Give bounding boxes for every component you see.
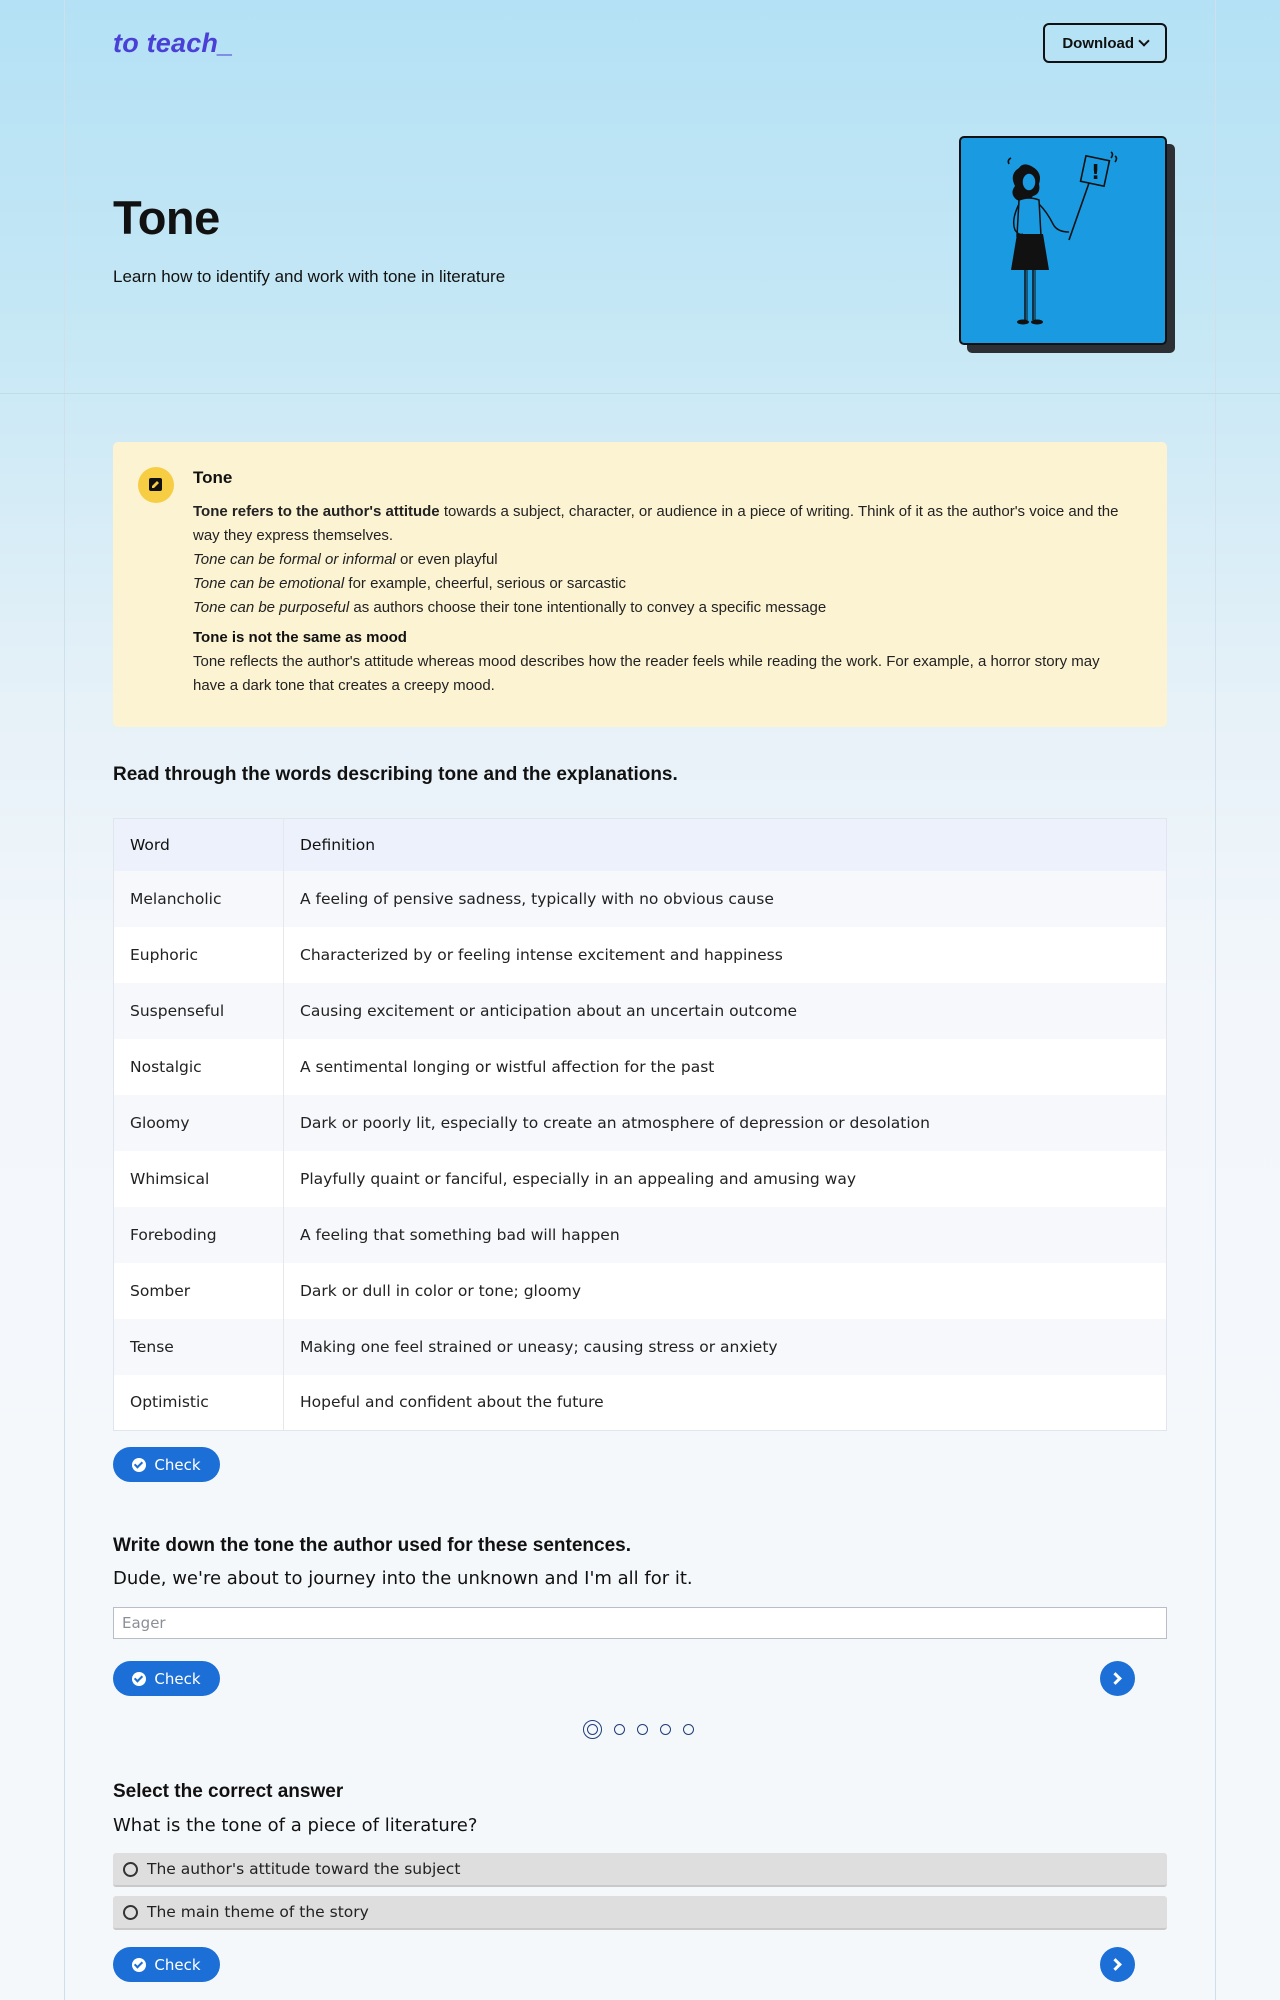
word-cell: Somber <box>114 1263 284 1319</box>
page-guide-right <box>1215 0 1216 2000</box>
tone-info-card <box>113 442 1167 727</box>
quiz-option-1[interactable] <box>113 1853 1167 1887</box>
table-row <box>114 983 1167 1039</box>
write-check-button[interactable] <box>113 1661 220 1696</box>
page-guide-left <box>64 0 65 2000</box>
table-row <box>114 1319 1167 1375</box>
check-circle-icon <box>132 1458 146 1472</box>
word-cell: Suspenseful <box>114 983 284 1039</box>
table-row <box>114 927 1167 983</box>
download-label: Download <box>1062 34 1134 52</box>
quiz-check-button[interactable] <box>113 1947 220 1982</box>
page-title: Tone <box>113 191 220 244</box>
definition-cell: Hopeful and confident about the future <box>284 1375 1167 1431</box>
info-point-text: for example, cheerful, serious or sarcastic <box>344 575 627 592</box>
info-intro-bold: Tone refers to the author's attitude <box>193 503 440 520</box>
note-edit-icon <box>138 467 174 503</box>
definition-cell: Causing excitement or anticipation about an uncertain outcome <box>284 983 1167 1039</box>
definition-cell: Dark or dull in color or tone; gloomy <box>284 1263 1167 1319</box>
column-header-word: Word <box>114 819 284 871</box>
definition-cell: Making one feel strained or uneasy; causing stress or anxiety <box>284 1319 1167 1375</box>
info-point-emphasis: Tone can be purposeful <box>193 599 350 616</box>
table-row <box>114 1095 1167 1151</box>
word-cell: Nostalgic <box>114 1039 284 1095</box>
table-header-row <box>114 819 1167 871</box>
definition-cell: Characterized by or feeling intense excitement and happiness <box>284 927 1167 983</box>
table-check-button[interactable] <box>113 1447 220 1482</box>
table-row <box>114 1375 1167 1431</box>
write-section-title: Write down the tone the author used for these sentences. <box>113 1535 632 1556</box>
download-button[interactable] <box>1043 23 1167 63</box>
write-section-sentence: Dude, we're about to journey into the unknown and I'm all for it. <box>113 1568 693 1589</box>
pagination-dot-2[interactable] <box>614 1724 625 1735</box>
definition-cell: A sentimental longing or wistful affection for the past <box>284 1039 1167 1095</box>
site-header <box>113 22 1167 64</box>
info-point <box>193 548 1133 572</box>
word-cell: Optimistic <box>114 1375 284 1431</box>
word-cell: Melancholic <box>114 871 284 927</box>
definition-cell: Dark or poorly lit, especially to create an atmosphere of depression or desolation <box>284 1095 1167 1151</box>
table-row <box>114 871 1167 927</box>
table-instruction: Read through the words describing tone and the explanations. <box>113 764 678 785</box>
info-point-text: or even playful <box>395 551 498 568</box>
table-row <box>114 1039 1167 1095</box>
chevron-right-icon <box>1109 1958 1122 1971</box>
check-circle-icon <box>132 1958 146 1972</box>
hero-divider <box>0 393 1280 394</box>
quiz-title: Select the correct answer <box>113 1781 344 1802</box>
quiz-option-2[interactable] <box>113 1896 1167 1930</box>
info-point <box>193 596 1133 620</box>
definition-cell: Playfully quaint or fanciful, especially in an appealing and amusing way <box>284 1151 1167 1207</box>
word-cell: Whimsical <box>114 1151 284 1207</box>
info-point-emphasis: Tone can be formal or informal <box>193 551 396 568</box>
info-intro <box>193 500 1133 548</box>
column-header-definition: Definition <box>284 819 1167 871</box>
radio-button[interactable] <box>123 1905 138 1920</box>
pagination-dots <box>583 1720 694 1739</box>
definition-cell: A feeling that something bad will happen <box>284 1207 1167 1263</box>
tone-words-table <box>113 818 1167 1431</box>
site-logo[interactable]: to teach_ <box>113 27 234 58</box>
pagination-dot-5[interactable] <box>683 1724 694 1735</box>
word-cell: Euphoric <box>114 927 284 983</box>
svg-text:!: ! <box>1091 160 1101 184</box>
info-intro-rest: towards a subject, character, or audience in a piece of writing. Think of it as the author's voice and the way they express themselves. <box>193 503 1119 544</box>
option-label: The main theme of the story <box>147 1903 369 1921</box>
check-label: Check <box>154 1455 201 1474</box>
quiz-question: What is the tone of a piece of literature? <box>113 1815 478 1836</box>
word-cell: Tense <box>114 1319 284 1375</box>
tone-answer-input[interactable] <box>113 1607 1167 1639</box>
info-subheading: Tone is not the same as mood <box>193 629 407 646</box>
word-cell: Gloomy <box>114 1095 284 1151</box>
radio-button[interactable] <box>123 1862 138 1877</box>
info-subtext: Tone reflects the author's attitude whereas mood describes how the reader feels while reading the work. For example, a horror story may have a dark tone that creates a creepy mood. <box>193 653 1100 694</box>
pagination-dot-3[interactable] <box>637 1724 648 1735</box>
woman-with-sign-illustration <box>961 138 1165 343</box>
table-row <box>114 1151 1167 1207</box>
info-point-emphasis: Tone can be emotional <box>193 575 345 592</box>
definition-cell: A feeling of pensive sadness, typically with no obvious cause <box>284 871 1167 927</box>
table-row <box>114 1207 1167 1263</box>
word-cell: Foreboding <box>114 1207 284 1263</box>
hero-illustration <box>959 136 1167 345</box>
page-subtitle: Learn how to identify and work with tone in literature <box>113 267 506 286</box>
pagination-dot-4[interactable] <box>660 1724 671 1735</box>
chevron-right-icon <box>1109 1672 1122 1685</box>
option-label: The author's attitude toward the subject <box>147 1860 461 1878</box>
write-next-button[interactable] <box>1100 1661 1135 1696</box>
info-title: Tone <box>193 468 233 487</box>
table-row <box>114 1263 1167 1319</box>
hero <box>113 190 505 287</box>
check-label: Check <box>154 1955 201 1974</box>
pagination-dot-1[interactable] <box>583 1720 602 1739</box>
info-point-text: as authors choose their tone intentionally to convey a specific message <box>349 599 827 616</box>
info-point <box>193 572 1133 596</box>
check-circle-icon <box>132 1672 146 1686</box>
quiz-next-button[interactable] <box>1100 1947 1135 1982</box>
check-label: Check <box>154 1669 201 1688</box>
chevron-down-icon <box>1138 35 1149 46</box>
